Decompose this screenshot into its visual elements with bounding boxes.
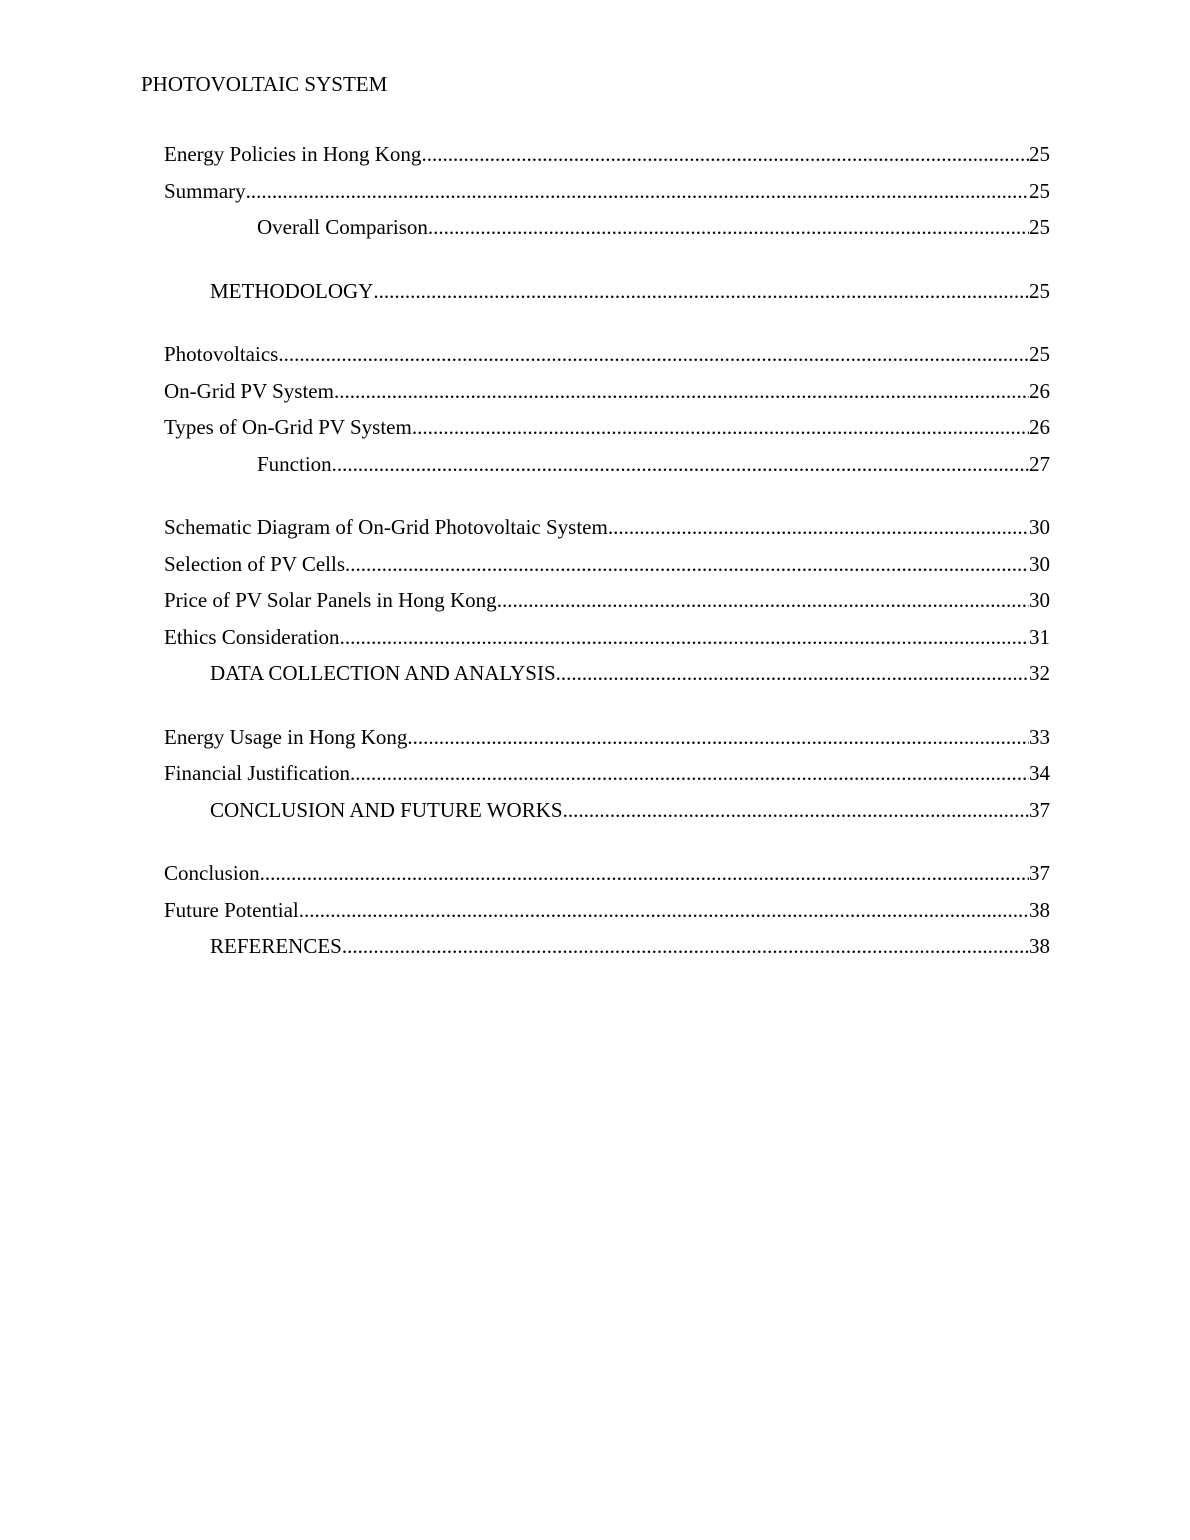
toc-entry-label: METHODOLOGY (210, 278, 374, 303)
toc-page-number: 30 (1029, 515, 1050, 539)
toc-entry[interactable] (164, 413, 1050, 450)
toc-entry-label: Schematic Diagram of On-Grid Photovoltaic System (164, 515, 608, 539)
toc-entry[interactable] (164, 896, 1050, 933)
toc-page-number: 32 (1029, 661, 1050, 685)
toc-dot-leader (556, 659, 1029, 687)
toc-entry[interactable] (164, 859, 1050, 896)
toc-entry[interactable] (164, 586, 1050, 623)
toc-entry-label: Energy Policies in Hong Kong (164, 142, 422, 166)
toc-entry[interactable] (164, 177, 1050, 214)
toc-entry-label: CONCLUSION AND FUTURE WORKS (210, 797, 563, 822)
toc-dot-leader (350, 759, 1029, 787)
toc-entry-label: Photovoltaics (164, 342, 279, 366)
toc-dot-leader (563, 796, 1029, 824)
toc-page-number: 26 (1029, 415, 1050, 439)
toc-entry[interactable] (164, 340, 1050, 377)
toc-page-number: 25 (1029, 278, 1050, 303)
toc-entry-label: Conclusion (164, 861, 260, 885)
toc-dot-leader (299, 896, 1029, 924)
toc-page-number: 25 (1029, 342, 1050, 366)
toc-entry-label: Price of PV Solar Panels in Hong Kong (164, 588, 497, 612)
toc-dot-leader (334, 377, 1029, 405)
toc-entry[interactable] (164, 513, 1050, 550)
toc-entry-label: Energy Usage in Hong Kong (164, 724, 408, 749)
toc-entry[interactable] (164, 213, 1050, 250)
toc-entry-label: Overall Comparison (257, 215, 428, 239)
toc-entry[interactable] (164, 550, 1050, 587)
toc-dot-leader (421, 140, 1029, 168)
toc-page-number: 34 (1029, 761, 1050, 785)
toc-entry-label: On-Grid PV System (164, 378, 334, 403)
toc-entry[interactable] (164, 932, 1050, 969)
toc-page-number: 38 (1029, 934, 1050, 958)
toc-entry-label: Ethics Consideration (164, 624, 340, 649)
table-of-contents (164, 140, 1050, 969)
toc-page-number: 37 (1029, 797, 1050, 822)
toc-dot-leader (340, 623, 1029, 651)
toc-dot-leader (332, 450, 1029, 478)
toc-entry[interactable] (164, 623, 1050, 660)
toc-page-number: 33 (1029, 724, 1050, 749)
toc-dot-leader (407, 723, 1029, 751)
toc-entry[interactable] (164, 796, 1050, 833)
toc-entry[interactable] (164, 723, 1050, 760)
toc-page-number: 25 (1029, 215, 1050, 239)
toc-entry-label: REFERENCES (210, 934, 342, 958)
toc-dot-leader (246, 177, 1029, 205)
running-header: PHOTOVOLTAIC SYSTEM (141, 72, 388, 96)
toc-page-number: 30 (1029, 551, 1050, 576)
toc-entry-label: Selection of PV Cells (164, 551, 346, 576)
toc-page-number: 31 (1029, 624, 1050, 649)
toc-entry-label: Future Potential (164, 897, 299, 922)
toc-entry-label: Financial Justification (164, 761, 351, 785)
toc-dot-leader (345, 550, 1029, 578)
toc-entry[interactable] (164, 277, 1050, 314)
toc-page-number: 37 (1029, 861, 1050, 885)
toc-entry[interactable] (164, 659, 1050, 696)
toc-page-number: 27 (1029, 451, 1050, 476)
toc-entry-label: Summary (164, 178, 246, 203)
toc-page-number: 38 (1029, 897, 1050, 922)
toc-entry-label: Function (257, 451, 332, 476)
toc-entry[interactable] (164, 450, 1050, 487)
toc-page-number: 30 (1029, 588, 1050, 612)
toc-dot-leader (497, 586, 1029, 614)
toc-dot-leader (373, 277, 1029, 305)
toc-entry[interactable] (164, 759, 1050, 796)
toc-page-number: 25 (1029, 178, 1050, 203)
toc-dot-leader (608, 513, 1029, 541)
toc-entry[interactable] (164, 377, 1050, 414)
toc-dot-leader (428, 213, 1029, 241)
toc-page-number: 26 (1029, 378, 1050, 403)
toc-dot-leader (278, 340, 1029, 368)
toc-dot-leader (412, 413, 1029, 441)
toc-entry[interactable] (164, 140, 1050, 177)
toc-entry-label: DATA COLLECTION AND ANALYSIS (210, 661, 556, 685)
toc-entry-label: Types of On-Grid PV System (164, 415, 412, 439)
toc-dot-leader (260, 859, 1029, 887)
toc-page-number: 25 (1029, 142, 1050, 166)
toc-dot-leader (342, 932, 1029, 960)
